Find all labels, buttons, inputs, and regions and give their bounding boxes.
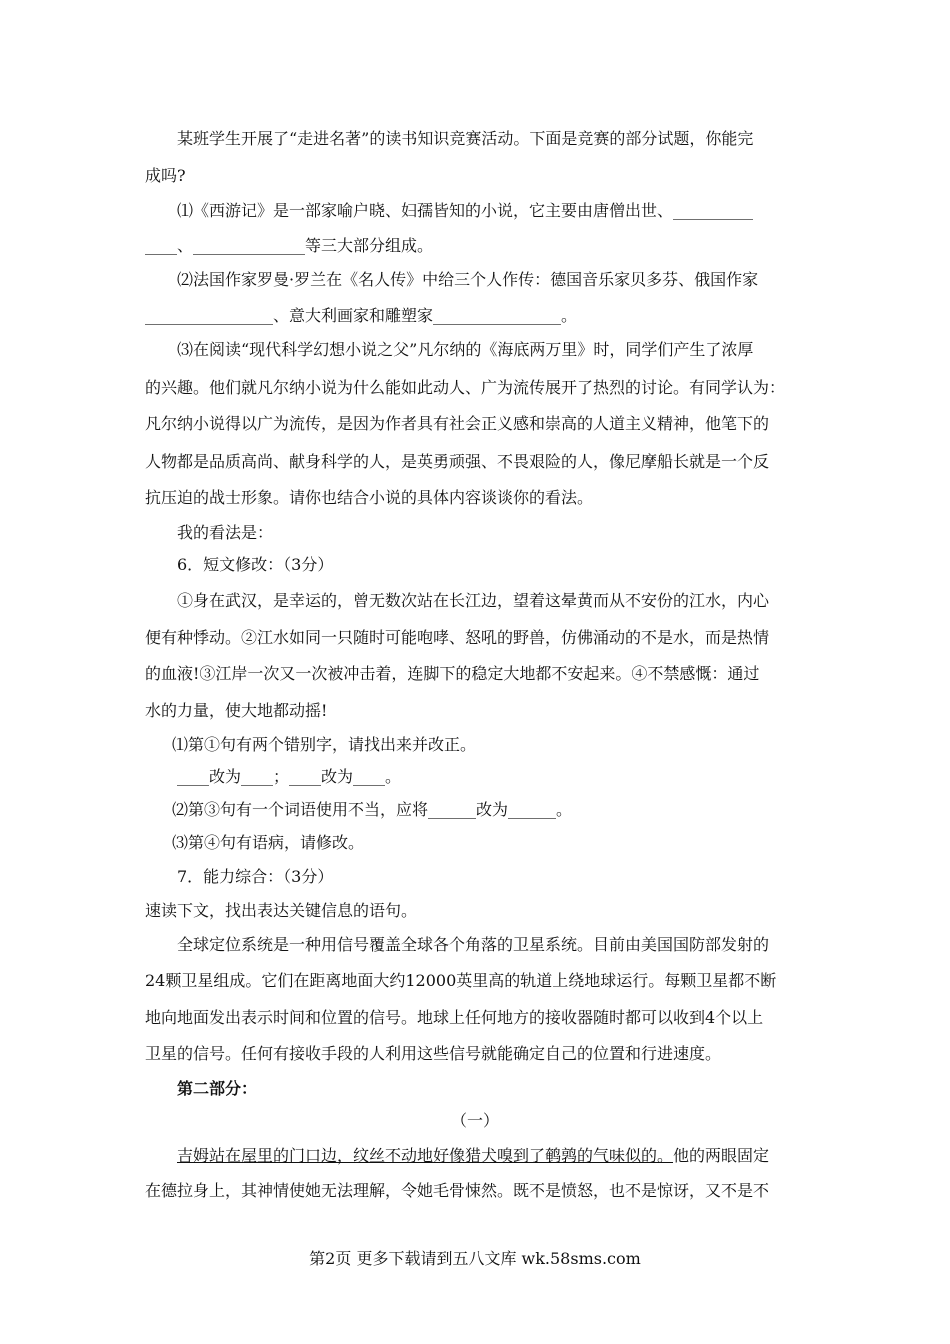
part2-line-1-rest: 他的两眼固定 bbox=[673, 1146, 770, 1165]
q7-instruction: 速读下文，找出表达关键信息的语句。 bbox=[145, 901, 418, 920]
q6-passage-line-1: ①身在武汉，是幸运的，曾无数次站在长江边，望着这晕黄而从不安份的江水，内心 bbox=[177, 591, 770, 610]
q6-sub-1: ⑴第①句有两个错别字，请找出来并改正。 bbox=[172, 735, 477, 754]
q6-passage-line-4: 水的力量，使大地都动摇! bbox=[145, 701, 328, 720]
q3-answer-prompt: 我的看法是： bbox=[177, 523, 274, 542]
q2-line-1: ⑵法国作家罗曼·罗兰在《名人传》中给三个人作传：德国音乐家贝多芬、俄国作家 bbox=[177, 270, 759, 289]
q6-passage-line-2: 便有种悸动。②江水如同一只随时可能咆哮、怒吼的野兽，仿佛涌动的不是水，而是热情 bbox=[145, 628, 770, 647]
page-footer: 第2页 更多下载请到五八文库 wk.58sms.com bbox=[309, 1249, 641, 1268]
q1-line-1: ⑴《西游记》是一部家喻户晓、妇孺皆知的小说，它主要由唐僧出世、__________ bbox=[177, 201, 754, 220]
intro-line-2: 成吗? bbox=[145, 166, 186, 185]
q6-title: 6．短文修改：（3分） bbox=[177, 555, 334, 574]
q6-passage-line-3: 的血液!③江岸一次又一次被冲击着，连脚下的稳定大地都不安起来。④不禁感慨：通过 bbox=[145, 664, 760, 683]
q1-line-2: ____、______________等三大部分组成。 bbox=[145, 236, 434, 255]
q3-line-3: 凡尔纳小说得以广为流传，是因为作者具有社会正义感和崇高的人道主义精神，他笔下的 bbox=[145, 414, 770, 433]
q6-sub-2: ⑵第③句有一个词语使用不当，应将______改为______。 bbox=[172, 800, 573, 819]
q3-line-4: 人物都是品质高尚、献身科学的人，是英勇顽强、不畏艰险的人，像尼摩船长就是一个反 bbox=[145, 452, 770, 471]
part2-section-number: （一） bbox=[450, 1111, 499, 1130]
q6-sub-1-blanks: ____改为____；____改为____。 bbox=[177, 767, 402, 786]
q7-passage-line-3: 地向地面发出表示时间和位置的信号。地球上任何地方的接收器随时都可以收到4个以上 bbox=[145, 1008, 764, 1027]
q3-line-5: 抗压迫的战士形象。请你也结合小说的具体内容谈谈你的看法。 bbox=[145, 488, 594, 507]
q7-passage-line-2: 24颗卫星组成。它们在距离地面大约12000英里高的轨道上绕地球运行。每颗卫星都不断 bbox=[145, 971, 777, 990]
underlined-sentence: 吉姆站在屋里的门口边，纹丝不动地好像猎犬嗅到了鹌鹑的气味似的。 bbox=[177, 1146, 674, 1165]
intro-line-1: 某班学生开展了“走进名著”的读书知识竞赛活动。下面是竞赛的部分试题，你能完 bbox=[177, 129, 754, 148]
part2-line-1 bbox=[177, 1144, 837, 1168]
q6-sub-3: ⑶第④句有语病，请修改。 bbox=[172, 833, 365, 852]
q2-line-2: ________________、意大利画家和雕塑家________________。 bbox=[145, 306, 578, 325]
q3-line-1: ⑶在阅读“现代科学幻想小说之父”凡尔纳的《海底两万里》时，同学们产生了浓厚 bbox=[177, 340, 754, 359]
q7-passage-line-1: 全球定位系统是一种用信号覆盖全球各个角落的卫星系统。目前由美国国防部发射的 bbox=[177, 935, 770, 954]
q7-title: 7．能力综合：（3分） bbox=[177, 867, 334, 886]
part2-title: 第二部分： bbox=[177, 1079, 258, 1098]
q3-line-2: 的兴趣。他们就凡尔纳小说为什么能如此动人、广为流传展开了热烈的讨论。有同学认为： bbox=[145, 378, 786, 397]
part2-line-2: 在德拉身上，其神情使她无法理解，令她毛骨悚然。既不是愤怒，也不是惊讶，又不是不 bbox=[145, 1181, 770, 1200]
q7-passage-line-4: 卫星的信号。任何有接收手段的人利用这些信号就能确定自己的位置和行进速度。 bbox=[145, 1044, 722, 1063]
